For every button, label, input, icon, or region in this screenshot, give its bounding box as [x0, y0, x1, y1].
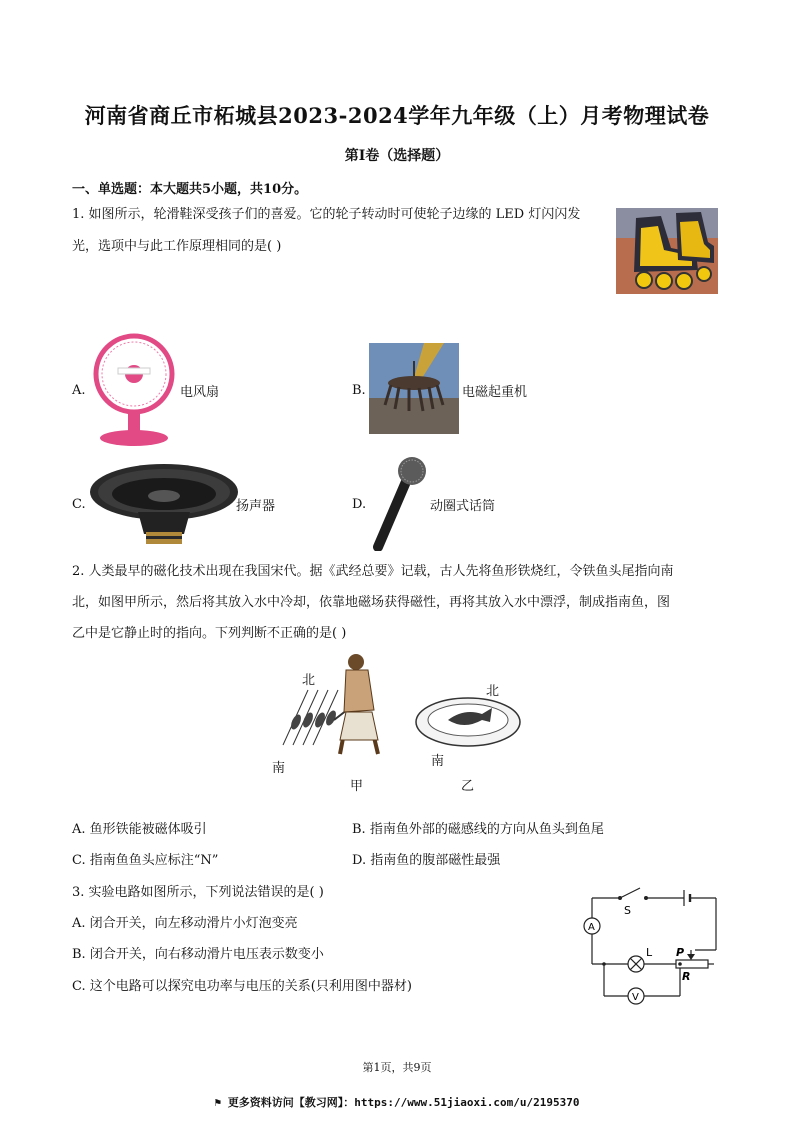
- q3-option-c-letter: C.: [72, 979, 86, 994]
- q1-option-a-letter[interactable]: A.: [72, 383, 86, 398]
- circuit-wires: [592, 898, 716, 996]
- q3-option-c[interactable]: [72, 972, 412, 1002]
- lamp-symbol: [628, 956, 644, 972]
- resource-link-text: 更多资料访问【教习网】：https://www.51jiaoxi.com/u/2195370: [227, 1096, 580, 1109]
- voltmeter-label: V: [632, 992, 639, 1003]
- q3-stem: 3. 实验电路如图所示，下列说法错误的是( ): [72, 885, 324, 900]
- q1-option-d-text: 动圈式话筒: [430, 499, 496, 514]
- q1-stem-line2: 光，选项中与此工作原理相同的是( ): [72, 239, 282, 254]
- q1-option-c-text: 扬声器: [236, 499, 276, 514]
- q1-option-d-letter[interactable]: D.: [352, 497, 367, 512]
- q2-option-c-text: 指南鱼鱼头应标注“N”: [89, 853, 219, 868]
- resistor-label: R: [682, 970, 691, 983]
- slider-label: P: [676, 946, 685, 959]
- q2-option-c[interactable]: [72, 846, 218, 876]
- q3-option-a-text: 闭合开关，向左移动滑片小灯泡变亮: [89, 916, 298, 931]
- q1-option-b-text: 电磁起重机: [462, 385, 528, 400]
- q3-option-b-text: 闭合开关，向右移动滑片电压表示数变小: [89, 947, 324, 962]
- q1-option-c-letter[interactable]: C.: [72, 497, 86, 512]
- page-number: 第1页，共9页: [362, 1061, 432, 1074]
- q2-option-a-letter: A.: [72, 822, 86, 837]
- loudspeaker-image: [88, 462, 240, 548]
- figure-north-label-jia: 北: [302, 673, 316, 688]
- q2-option-d-letter: D.: [352, 853, 367, 868]
- q2-option-b[interactable]: [352, 815, 604, 845]
- q1-stem-line1: 1. 如图所示，轮滑鞋深受孩子们的喜爱。它的轮子转动时可使轮子边缘的 LED 灯闪闪发: [72, 207, 581, 222]
- q2-option-a[interactable]: [72, 815, 207, 845]
- flag-icon: ⚑: [214, 1096, 228, 1109]
- q2-stem-line1: 2. 人类最早的磁化技术出现在我国宋代。据《武经总要》记载，古人先将鱼形铁烧红，令铁鱼头尾指向南: [72, 564, 674, 579]
- q1-option-b-letter[interactable]: B.: [352, 383, 366, 398]
- volume-subtitle: 第Ⅰ卷（选择题）: [344, 148, 450, 164]
- electromagnet-crane-image: [369, 343, 459, 434]
- section-heading: 一、单选题：本大题共5小题，共10分。: [72, 182, 308, 197]
- q2-stem-line3: 乙中是它静止时的指向。下列判断不正确的是( ): [72, 626, 347, 641]
- switch-label: S: [624, 904, 631, 917]
- figure-south-label-yi: 南: [431, 754, 445, 769]
- q3-option-a-letter: A.: [72, 916, 86, 931]
- q1-option-a-text: 电风扇: [180, 385, 220, 400]
- q2-option-a-text: 鱼形铁能被磁体吸引: [89, 822, 207, 837]
- figure-north-label-yi: 北: [486, 684, 500, 699]
- rollerskate-image: [616, 208, 718, 294]
- q3-option-b[interactable]: [72, 940, 324, 970]
- q2-option-d[interactable]: [352, 846, 500, 876]
- lamp-label: L: [646, 946, 653, 959]
- q2-stem-line2: 北，如图甲所示，然后将其放入水中冷却，依靠地磁场获得磁性，再将其放入水中漂浮，制成指南鱼，图: [72, 595, 671, 610]
- q3-option-b-letter: B.: [72, 947, 86, 962]
- ammeter-label: A: [588, 922, 595, 933]
- q3-option-c-text: 这个电路可以探究电功率与电压的关系(只利用图中器材): [89, 979, 412, 994]
- figure-label-yi: 乙: [461, 779, 475, 794]
- q2-option-b-letter: B.: [352, 822, 366, 837]
- q2-option-b-text: 指南鱼外部的磁感线的方向从鱼头到鱼尾: [369, 822, 604, 837]
- microphone-image: [368, 455, 432, 551]
- fan-image: [88, 332, 180, 450]
- figure-south-label-jia: 南: [272, 761, 286, 776]
- q2-option-d-text: 指南鱼的腹部磁性最强: [370, 853, 501, 868]
- switch-symbol: [618, 888, 648, 900]
- circuit-diagram: [574, 884, 724, 1014]
- q2-option-c-letter: C.: [72, 853, 86, 868]
- resource-link[interactable]: [0, 1094, 794, 1110]
- q3-option-a[interactable]: [72, 909, 298, 939]
- page-title: 河南省商丘市柘城县2023-2024学年九年级（上）月考物理试卷: [84, 103, 710, 128]
- battery-symbol: [684, 890, 690, 906]
- figure-label-jia: 甲: [350, 779, 364, 794]
